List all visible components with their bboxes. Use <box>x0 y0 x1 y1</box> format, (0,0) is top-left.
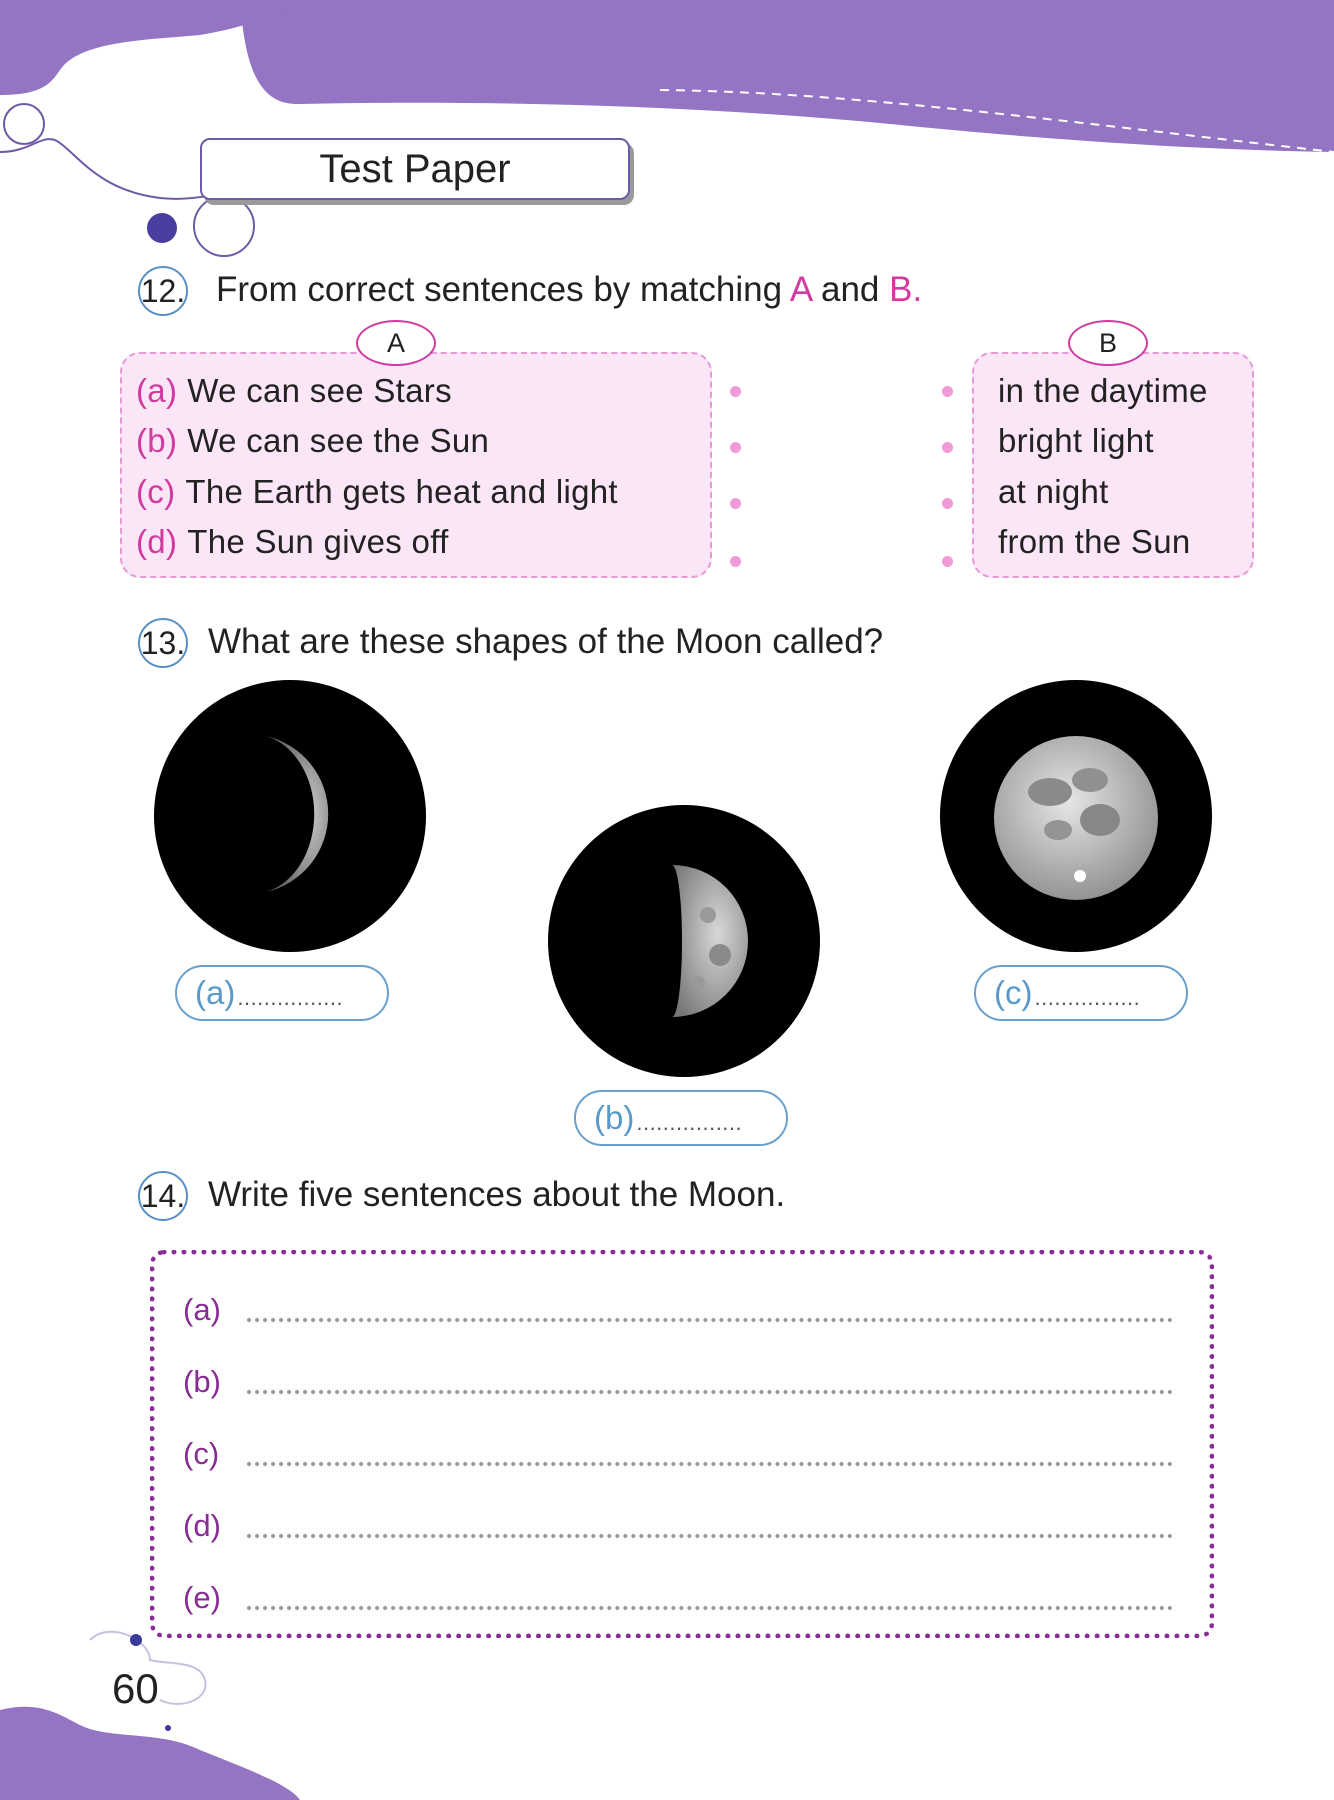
page-title: Test Paper <box>200 138 630 200</box>
answer-label: (a) <box>195 974 236 1011</box>
answer-label: (c) <box>994 974 1033 1011</box>
item-label: (a) <box>136 372 178 409</box>
item-label: (c) <box>136 473 176 510</box>
column-b-item: bright light <box>998 422 1154 459</box>
item-text: We can see the Sun <box>187 422 490 459</box>
match-dot-b[interactable] <box>942 386 953 397</box>
answer-blank: ................ <box>1034 985 1141 1010</box>
dotted-line <box>247 1318 1173 1322</box>
item-text: The Sun gives off <box>187 523 449 560</box>
question-12-number: 12. <box>138 266 188 316</box>
column-b-item: in the daytime <box>998 372 1208 409</box>
match-dot-b[interactable] <box>942 442 953 453</box>
answer-label: (b) <box>594 1099 635 1136</box>
column-b-item: from the Sun <box>998 523 1191 560</box>
q12-letter-b: B. <box>889 270 923 309</box>
writing-line[interactable] <box>183 1360 1173 1400</box>
column-a-item <box>136 372 452 410</box>
match-dot-b[interactable] <box>942 556 953 567</box>
writing-line[interactable] <box>183 1432 1173 1472</box>
moon-half-image <box>548 805 820 1077</box>
dotted-line <box>247 1462 1173 1466</box>
answer-field-a[interactable] <box>175 965 389 1021</box>
answer-blank: ................ <box>237 985 344 1010</box>
column-a-item <box>136 523 449 561</box>
page-number: 60 <box>112 1665 159 1712</box>
q12-text-and: and <box>811 270 890 309</box>
question-14-number: 14. <box>138 1171 188 1221</box>
moon-full-image <box>940 680 1212 952</box>
bullet-dot-icon <box>147 213 177 243</box>
match-dot-a[interactable] <box>730 556 741 567</box>
answer-field-b[interactable] <box>574 1090 788 1146</box>
match-dot-a[interactable] <box>730 442 741 453</box>
answer-field-c[interactable] <box>974 965 1188 1021</box>
answer-blank: ................ <box>636 1110 743 1135</box>
line-label: (b) <box>183 1364 221 1399</box>
dotted-line <box>247 1390 1173 1394</box>
writing-line[interactable] <box>183 1576 1173 1616</box>
line-label: (c) <box>183 1436 220 1471</box>
column-a-tag: A <box>356 320 436 366</box>
item-text: The Earth gets heat and light <box>185 473 618 510</box>
item-label: (b) <box>136 422 178 459</box>
q12-letter-a: A <box>789 270 812 309</box>
line-label: (a) <box>183 1292 221 1327</box>
dotted-line <box>247 1606 1173 1610</box>
column-a-item <box>136 473 618 511</box>
moon-crescent-image <box>154 680 426 952</box>
column-a-item <box>136 422 489 460</box>
writing-line[interactable] <box>183 1504 1173 1544</box>
match-dot-b[interactable] <box>942 498 953 509</box>
column-b-item: at night <box>998 473 1109 510</box>
match-dot-a[interactable] <box>730 386 741 397</box>
writing-line[interactable] <box>183 1288 1173 1328</box>
question-13-number: 13. <box>138 618 188 668</box>
column-b-tag: B <box>1068 320 1148 366</box>
writing-box <box>150 1250 1214 1638</box>
item-label: (d) <box>136 523 178 560</box>
header-decoration <box>0 0 1334 260</box>
line-label: (d) <box>183 1508 221 1543</box>
question-12-text <box>216 270 922 310</box>
item-text: We can see Stars <box>187 372 452 409</box>
footer-decoration <box>0 1620 320 1800</box>
question-13-text: What are these shapes of the Moon called? <box>208 622 884 661</box>
dotted-line <box>247 1534 1173 1538</box>
match-dot-a[interactable] <box>730 498 741 509</box>
question-14-text: Write five sentences about the Moon. <box>208 1175 786 1214</box>
line-label: (e) <box>183 1580 221 1615</box>
q12-text-part: From correct sentences by matching <box>216 270 790 309</box>
